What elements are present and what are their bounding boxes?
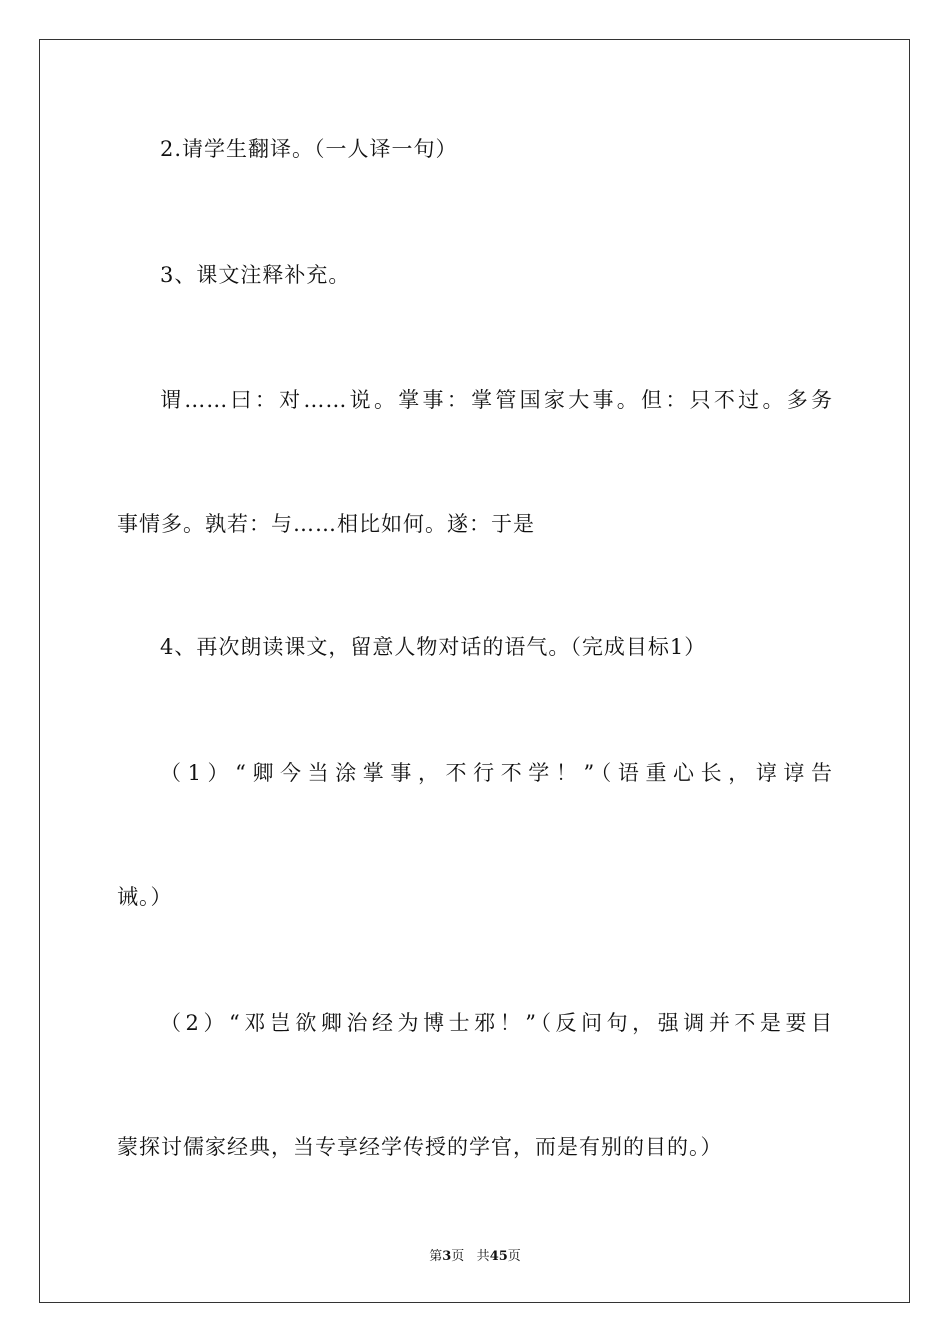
footer-page-suffix: 页 (451, 1249, 465, 1264)
footer-total-suffix: 页 (507, 1249, 521, 1264)
footer-total-prefix: 共 (476, 1249, 490, 1264)
footer-page-prefix: 第 (429, 1249, 443, 1264)
paragraph-line-7: 诫。） (117, 885, 173, 909)
paragraph-line-5: 4、再次朗读课文，留意人物对话的语气。（完成目标1） (160, 635, 707, 659)
footer-page-number: 3 (442, 1249, 452, 1264)
paragraph-line-8: （2）“邓岂欲卿治经为博士邪！”（反问句，强调并不是要目 (160, 1011, 833, 1035)
paragraph-line-9: 蒙探讨儒家经典，当专享经学传授的学官，而是有别的目的。） (117, 1135, 723, 1159)
paragraph-line-1: 2.请学生翻译。（一人译一句） (160, 137, 458, 161)
paragraph-line-4: 事情多。孰若：与……相比如何。遂：于是 (117, 512, 535, 536)
footer-total-pages: 45 (489, 1249, 508, 1264)
page-footer (0, 1248, 950, 1266)
page-frame (39, 39, 910, 1303)
paragraph-line-6: （1）“卿今当涂掌事，不行不学！”（语重心长，谆谆告 (160, 761, 833, 785)
paragraph-line-3: 谓……曰：对……说。掌事：掌管国家大事。但：只不过。多务 (160, 388, 833, 412)
paragraph-line-2: 3、课文注释补充。 (160, 263, 351, 287)
